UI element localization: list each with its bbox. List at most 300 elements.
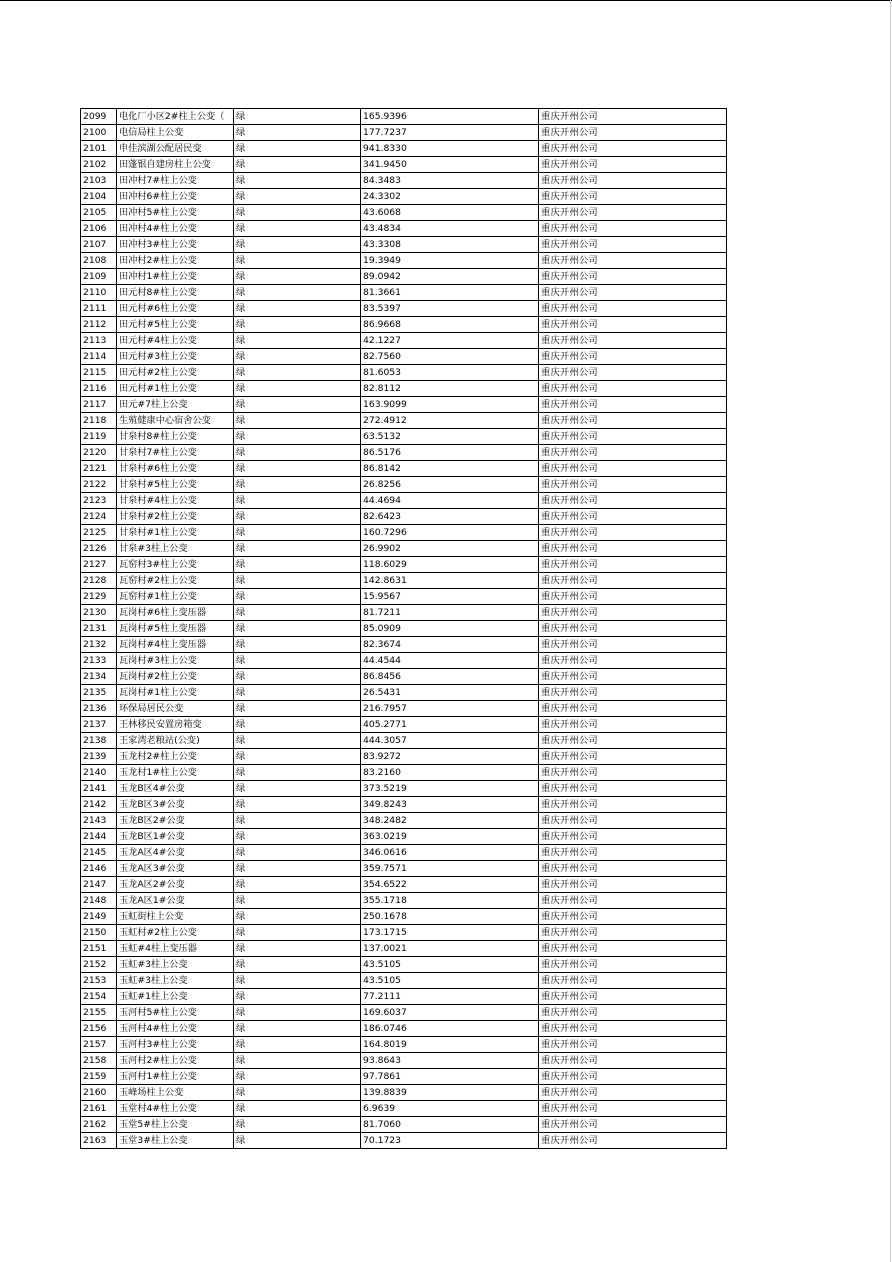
value-cell: 165.9396: [361, 109, 539, 125]
row-id-cell: 2137: [81, 717, 117, 733]
company-cell: 重庆开州公司: [539, 925, 727, 941]
company-cell: 重庆开州公司: [539, 813, 727, 829]
value-cell: 26.9902: [361, 541, 539, 557]
company-cell: 重庆开州公司: [539, 269, 727, 285]
status-cell: 绿: [234, 637, 361, 653]
transformer-name-cell: 瓦窑村#1柱上公变: [117, 589, 234, 605]
row-id-cell: 2161: [81, 1101, 117, 1117]
status-cell: 绿: [234, 381, 361, 397]
status-cell: 绿: [234, 253, 361, 269]
row-id-cell: 2132: [81, 637, 117, 653]
row-id-cell: 2114: [81, 349, 117, 365]
status-cell: 绿: [234, 669, 361, 685]
row-id-cell: 2127: [81, 557, 117, 573]
company-cell: 重庆开州公司: [539, 973, 727, 989]
company-cell: 重庆开州公司: [539, 157, 727, 173]
status-cell: 绿: [234, 477, 361, 493]
row-id-cell: 2153: [81, 973, 117, 989]
company-cell: 重庆开州公司: [539, 173, 727, 189]
row-id-cell: 2112: [81, 317, 117, 333]
row-id-cell: 2117: [81, 397, 117, 413]
status-cell: 绿: [234, 813, 361, 829]
status-cell: 绿: [234, 605, 361, 621]
transformer-name-cell: 玉龙A区2#公变: [117, 877, 234, 893]
row-id-cell: 2122: [81, 477, 117, 493]
transformer-name-cell: 玉龙A区1#公变: [117, 893, 234, 909]
value-cell: 250.1678: [361, 909, 539, 925]
table-row: [81, 301, 727, 317]
company-cell: 重庆开州公司: [539, 765, 727, 781]
company-cell: 重庆开州公司: [539, 285, 727, 301]
status-cell: 绿: [234, 285, 361, 301]
value-cell: 142.8631: [361, 573, 539, 589]
value-cell: 86.8456: [361, 669, 539, 685]
value-cell: 84.3483: [361, 173, 539, 189]
company-cell: 重庆开州公司: [539, 685, 727, 701]
value-cell: 137.0021: [361, 941, 539, 957]
value-cell: 86.9668: [361, 317, 539, 333]
company-cell: 重庆开州公司: [539, 397, 727, 413]
company-cell: 重庆开州公司: [539, 301, 727, 317]
table-row: [81, 1117, 727, 1133]
transformer-name-cell: 田元村#5柱上公变: [117, 317, 234, 333]
row-id-cell: 2124: [81, 509, 117, 525]
table-row: [81, 973, 727, 989]
table-row: [81, 1085, 727, 1101]
value-cell: 19.3949: [361, 253, 539, 269]
table-row: [81, 845, 727, 861]
transformer-name-cell: 甘泉村#1柱上公变: [117, 525, 234, 541]
company-cell: 重庆开州公司: [539, 333, 727, 349]
status-cell: 绿: [234, 429, 361, 445]
transformer-name-cell: 田冲村6#柱上公变: [117, 189, 234, 205]
value-cell: 42.1227: [361, 333, 539, 349]
value-cell: 81.7211: [361, 605, 539, 621]
status-cell: 绿: [234, 541, 361, 557]
table-row: [81, 349, 727, 365]
transformer-name-cell: 电信局柱上公变: [117, 125, 234, 141]
value-cell: 216.7957: [361, 701, 539, 717]
table-row: [81, 653, 727, 669]
transformer-name-cell: 瓦窑村3#柱上公变: [117, 557, 234, 573]
row-id-cell: 2140: [81, 765, 117, 781]
table-row: [81, 365, 727, 381]
transformer-name-cell: 甘泉#3柱上公变: [117, 541, 234, 557]
row-id-cell: 2099: [81, 109, 117, 125]
row-id-cell: 2108: [81, 253, 117, 269]
company-cell: 重庆开州公司: [539, 525, 727, 541]
value-cell: 43.4834: [361, 221, 539, 237]
value-cell: 139.8839: [361, 1085, 539, 1101]
table-row: [81, 1005, 727, 1021]
transformer-name-cell: 玉龙B区4#公变: [117, 781, 234, 797]
table-row: [81, 749, 727, 765]
company-cell: 重庆开州公司: [539, 733, 727, 749]
transformer-name-cell: 甘泉村#5柱上公变: [117, 477, 234, 493]
table-row: [81, 557, 727, 573]
table-row: [81, 605, 727, 621]
transformer-name-cell: 田元村8#柱上公变: [117, 285, 234, 301]
company-cell: 重庆开州公司: [539, 941, 727, 957]
company-cell: 重庆开州公司: [539, 477, 727, 493]
transformer-name-cell: 玉龙B区2#公变: [117, 813, 234, 829]
table-body: [81, 109, 727, 1149]
table-row: [81, 333, 727, 349]
value-cell: 405.2771: [361, 717, 539, 733]
row-id-cell: 2102: [81, 157, 117, 173]
status-cell: 绿: [234, 125, 361, 141]
table-row: [81, 157, 727, 173]
value-cell: 272.4912: [361, 413, 539, 429]
transformer-name-cell: 玉龙村1#柱上公变: [117, 765, 234, 781]
data-table: [80, 108, 727, 1149]
row-id-cell: 2139: [81, 749, 117, 765]
company-cell: 重庆开州公司: [539, 605, 727, 621]
value-cell: 81.7060: [361, 1117, 539, 1133]
table-row: [81, 1053, 727, 1069]
transformer-name-cell: 玉虹#3柱上公变: [117, 957, 234, 973]
row-id-cell: 2155: [81, 1005, 117, 1021]
table-row: [81, 781, 727, 797]
company-cell: 重庆开州公司: [539, 621, 727, 637]
status-cell: 绿: [234, 925, 361, 941]
transformer-name-cell: 田冲村3#柱上公变: [117, 237, 234, 253]
value-cell: 43.6068: [361, 205, 539, 221]
row-id-cell: 2126: [81, 541, 117, 557]
status-cell: 绿: [234, 1021, 361, 1037]
value-cell: 363.0219: [361, 829, 539, 845]
row-id-cell: 2159: [81, 1069, 117, 1085]
row-id-cell: 2120: [81, 445, 117, 461]
status-cell: 绿: [234, 365, 361, 381]
row-id-cell: 2111: [81, 301, 117, 317]
value-cell: 349.8243: [361, 797, 539, 813]
row-id-cell: 2103: [81, 173, 117, 189]
transformer-name-cell: 玉龙村2#柱上公变: [117, 749, 234, 765]
value-cell: 359.7571: [361, 861, 539, 877]
row-id-cell: 2163: [81, 1133, 117, 1149]
value-cell: 43.5105: [361, 973, 539, 989]
company-cell: 重庆开州公司: [539, 1053, 727, 1069]
value-cell: 444.3057: [361, 733, 539, 749]
value-cell: 70.1723: [361, 1133, 539, 1149]
status-cell: 绿: [234, 941, 361, 957]
value-cell: 346.0616: [361, 845, 539, 861]
company-cell: 重庆开州公司: [539, 1085, 727, 1101]
row-id-cell: 2141: [81, 781, 117, 797]
row-id-cell: 2128: [81, 573, 117, 589]
value-cell: 82.8112: [361, 381, 539, 397]
row-id-cell: 2144: [81, 829, 117, 845]
table-row: [81, 205, 727, 221]
table-row: [81, 717, 727, 733]
status-cell: 绿: [234, 221, 361, 237]
status-cell: 绿: [234, 397, 361, 413]
value-cell: 355.1718: [361, 893, 539, 909]
table-row: [81, 189, 727, 205]
table-row: [81, 461, 727, 477]
row-id-cell: 2162: [81, 1117, 117, 1133]
status-cell: 绿: [234, 205, 361, 221]
value-cell: 63.5132: [361, 429, 539, 445]
transformer-name-cell: 玉龙B区3#公变: [117, 797, 234, 813]
row-id-cell: 2143: [81, 813, 117, 829]
status-cell: 绿: [234, 157, 361, 173]
table-row: [81, 1101, 727, 1117]
status-cell: 绿: [234, 1069, 361, 1085]
status-cell: 绿: [234, 973, 361, 989]
table-row: [81, 269, 727, 285]
table-row: [81, 669, 727, 685]
company-cell: 重庆开州公司: [539, 429, 727, 445]
transformer-name-cell: 王家湾老粮站(公变): [117, 733, 234, 749]
table-row: [81, 589, 727, 605]
transformer-name-cell: 田元村#3柱上公变: [117, 349, 234, 365]
row-id-cell: 2151: [81, 941, 117, 957]
status-cell: 绿: [234, 173, 361, 189]
transformer-name-cell: 瓦岗村#3柱上公变: [117, 653, 234, 669]
transformer-name-cell: 玉河村2#柱上公变: [117, 1053, 234, 1069]
company-cell: 重庆开州公司: [539, 1069, 727, 1085]
transformer-name-cell: 玉峰场柱上公变: [117, 1085, 234, 1101]
value-cell: 163.9099: [361, 397, 539, 413]
value-cell: 6.9639: [361, 1101, 539, 1117]
company-cell: 重庆开州公司: [539, 861, 727, 877]
value-cell: 354.6522: [361, 877, 539, 893]
row-id-cell: 2101: [81, 141, 117, 157]
table-row: [81, 909, 727, 925]
status-cell: 绿: [234, 877, 361, 893]
company-cell: 重庆开州公司: [539, 109, 727, 125]
table-row: [81, 109, 727, 125]
table-row: [81, 141, 727, 157]
company-cell: 重庆开州公司: [539, 253, 727, 269]
table-row: [81, 285, 727, 301]
table-row: [81, 1069, 727, 1085]
company-cell: 重庆开州公司: [539, 893, 727, 909]
row-id-cell: 2118: [81, 413, 117, 429]
table-row: [81, 1037, 727, 1053]
company-cell: 重庆开州公司: [539, 141, 727, 157]
status-cell: 绿: [234, 1005, 361, 1021]
value-cell: 118.6029: [361, 557, 539, 573]
value-cell: 43.5105: [361, 957, 539, 973]
status-cell: 绿: [234, 237, 361, 253]
table-row: [81, 765, 727, 781]
value-cell: 82.3674: [361, 637, 539, 653]
transformer-name-cell: 甘泉村#2柱上公变: [117, 509, 234, 525]
row-id-cell: 2121: [81, 461, 117, 477]
value-cell: 82.7560: [361, 349, 539, 365]
table-row: [81, 429, 727, 445]
row-id-cell: 2135: [81, 685, 117, 701]
transformer-name-cell: 甘泉村#4柱上公变: [117, 493, 234, 509]
value-cell: 186.0746: [361, 1021, 539, 1037]
table-row: [81, 173, 727, 189]
company-cell: 重庆开州公司: [539, 413, 727, 429]
row-id-cell: 2136: [81, 701, 117, 717]
row-id-cell: 2131: [81, 621, 117, 637]
row-id-cell: 2104: [81, 189, 117, 205]
transformer-name-cell: 瓦岗村#2柱上公变: [117, 669, 234, 685]
table-row: [81, 637, 727, 653]
value-cell: 26.5431: [361, 685, 539, 701]
value-cell: 177.7237: [361, 125, 539, 141]
table-row: [81, 1021, 727, 1037]
company-cell: 重庆开州公司: [539, 349, 727, 365]
row-id-cell: 2133: [81, 653, 117, 669]
row-id-cell: 2109: [81, 269, 117, 285]
status-cell: 绿: [234, 621, 361, 637]
row-id-cell: 2147: [81, 877, 117, 893]
company-cell: 重庆开州公司: [539, 189, 727, 205]
company-cell: 重庆开州公司: [539, 445, 727, 461]
status-cell: 绿: [234, 333, 361, 349]
company-cell: 重庆开州公司: [539, 909, 727, 925]
value-cell: 341.9450: [361, 157, 539, 173]
status-cell: 绿: [234, 1117, 361, 1133]
row-id-cell: 2156: [81, 1021, 117, 1037]
company-cell: 重庆开州公司: [539, 1117, 727, 1133]
transformer-name-cell: 瓦窑村#2柱上公变: [117, 573, 234, 589]
row-id-cell: 2146: [81, 861, 117, 877]
row-id-cell: 2107: [81, 237, 117, 253]
status-cell: 绿: [234, 733, 361, 749]
transformer-name-cell: 玉河村1#柱上公变: [117, 1069, 234, 1085]
company-cell: 重庆开州公司: [539, 557, 727, 573]
table-row: [81, 525, 727, 541]
transformer-name-cell: 王林移民安置房箱变: [117, 717, 234, 733]
transformer-name-cell: 玉虹#3柱上公变: [117, 973, 234, 989]
transformer-name-cell: 田冲村2#柱上公变: [117, 253, 234, 269]
row-id-cell: 2149: [81, 909, 117, 925]
table-row: [81, 413, 727, 429]
value-cell: 373.5219: [361, 781, 539, 797]
status-cell: 绿: [234, 573, 361, 589]
row-id-cell: 2125: [81, 525, 117, 541]
transformer-name-cell: 瓦岗村#1柱上公变: [117, 685, 234, 701]
status-cell: 绿: [234, 525, 361, 541]
company-cell: 重庆开州公司: [539, 221, 727, 237]
transformer-name-cell: 玉龙B区1#公变: [117, 829, 234, 845]
row-id-cell: 2106: [81, 221, 117, 237]
table-row: [81, 509, 727, 525]
company-cell: 重庆开州公司: [539, 957, 727, 973]
table-row: [81, 621, 727, 637]
transformer-name-cell: 田冲村1#柱上公变: [117, 269, 234, 285]
value-cell: 97.7861: [361, 1069, 539, 1085]
transformer-name-cell: 玉堂村4#柱上公变: [117, 1101, 234, 1117]
company-cell: 重庆开州公司: [539, 797, 727, 813]
value-cell: 81.6053: [361, 365, 539, 381]
transformer-name-cell: 瓦岗村#4柱上变压器: [117, 637, 234, 653]
company-cell: 重庆开州公司: [539, 701, 727, 717]
transformer-name-cell: 玉虹村#2柱上公变: [117, 925, 234, 941]
status-cell: 绿: [234, 493, 361, 509]
table-row: [81, 957, 727, 973]
transformer-name-cell: 申佳滨湖公配居民变: [117, 141, 234, 157]
table-row: [81, 477, 727, 493]
status-cell: 绿: [234, 141, 361, 157]
table-row: [81, 877, 727, 893]
status-cell: 绿: [234, 653, 361, 669]
company-cell: 重庆开州公司: [539, 1021, 727, 1037]
transformer-name-cell: 田冲村5#柱上公变: [117, 205, 234, 221]
status-cell: 绿: [234, 349, 361, 365]
status-cell: 绿: [234, 301, 361, 317]
value-cell: 24.3302: [361, 189, 539, 205]
row-id-cell: 2160: [81, 1085, 117, 1101]
value-cell: 83.2160: [361, 765, 539, 781]
company-cell: 重庆开州公司: [539, 1005, 727, 1021]
transformer-name-cell: 田元村#4柱上公变: [117, 333, 234, 349]
value-cell: 44.4694: [361, 493, 539, 509]
transformer-name-cell: 玉龙A区4#公变: [117, 845, 234, 861]
transformer-name-cell: 甘泉村#6柱上公变: [117, 461, 234, 477]
transformer-name-cell: 环保局居民公变: [117, 701, 234, 717]
status-cell: 绿: [234, 509, 361, 525]
status-cell: 绿: [234, 909, 361, 925]
transformer-name-cell: 玉河村4#柱上公变: [117, 1021, 234, 1037]
table-row: [81, 125, 727, 141]
value-cell: 173.1715: [361, 925, 539, 941]
table-row: [81, 829, 727, 845]
table-row: [81, 925, 727, 941]
transformer-name-cell: 田元村#1柱上公变: [117, 381, 234, 397]
company-cell: 重庆开州公司: [539, 829, 727, 845]
row-id-cell: 2142: [81, 797, 117, 813]
row-id-cell: 2134: [81, 669, 117, 685]
status-cell: 绿: [234, 845, 361, 861]
company-cell: 重庆开州公司: [539, 493, 727, 509]
row-id-cell: 2150: [81, 925, 117, 941]
company-cell: 重庆开州公司: [539, 573, 727, 589]
status-cell: 绿: [234, 797, 361, 813]
company-cell: 重庆开州公司: [539, 749, 727, 765]
status-cell: 绿: [234, 989, 361, 1005]
transformer-name-cell: 玉虹街柱上公变: [117, 909, 234, 925]
value-cell: 83.5397: [361, 301, 539, 317]
status-cell: 绿: [234, 317, 361, 333]
transformer-name-cell: 玉虹#4柱上变压器: [117, 941, 234, 957]
row-id-cell: 2129: [81, 589, 117, 605]
status-cell: 绿: [234, 1101, 361, 1117]
table-row: [81, 733, 727, 749]
table-row: [81, 221, 727, 237]
table-row: [81, 317, 727, 333]
status-cell: 绿: [234, 1037, 361, 1053]
value-cell: 44.4544: [361, 653, 539, 669]
table-row: [81, 989, 727, 1005]
company-cell: 重庆开州公司: [539, 381, 727, 397]
company-cell: 重庆开州公司: [539, 1133, 727, 1149]
transformer-name-cell: 瓦岗村#6柱上变压器: [117, 605, 234, 621]
status-cell: 绿: [234, 1053, 361, 1069]
transformer-name-cell: 瓦岗村#5柱上变压器: [117, 621, 234, 637]
row-id-cell: 2138: [81, 733, 117, 749]
row-id-cell: 2110: [81, 285, 117, 301]
value-cell: 941.8330: [361, 141, 539, 157]
table-row: [81, 541, 727, 557]
company-cell: 重庆开州公司: [539, 781, 727, 797]
table-row: [81, 941, 727, 957]
company-cell: 重庆开州公司: [539, 589, 727, 605]
company-cell: 重庆开州公司: [539, 317, 727, 333]
transformer-name-cell: 田元#7柱上公变: [117, 397, 234, 413]
status-cell: 绿: [234, 701, 361, 717]
row-id-cell: 2119: [81, 429, 117, 445]
status-cell: 绿: [234, 765, 361, 781]
